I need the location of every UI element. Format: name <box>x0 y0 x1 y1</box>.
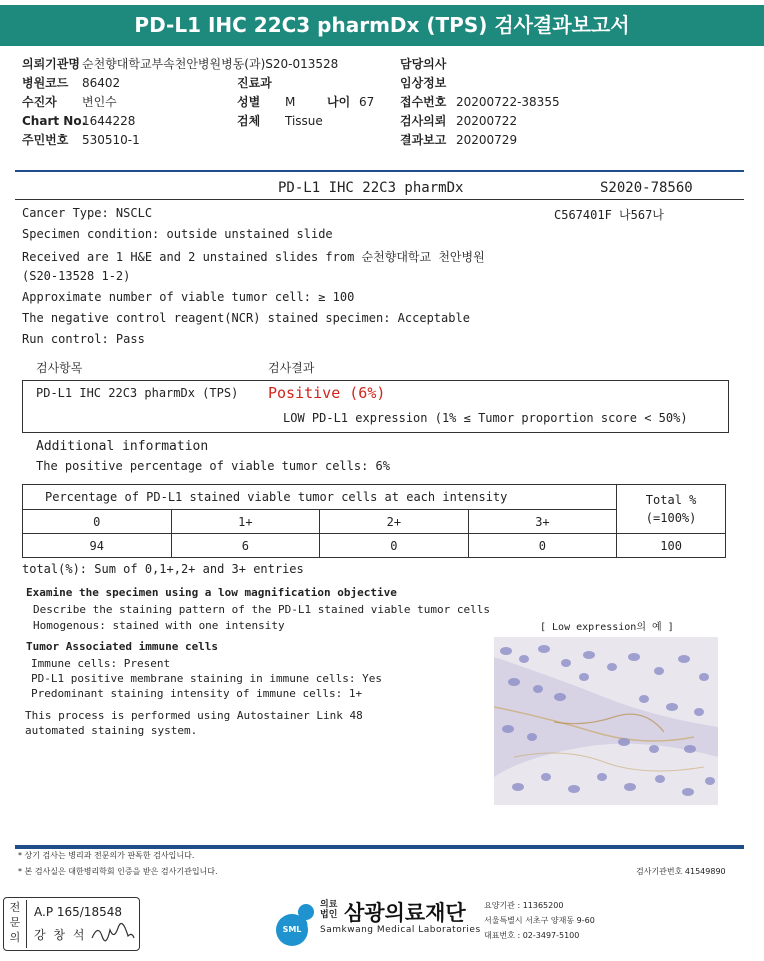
intensity-heading: Percentage of PD-L1 stained viable tumor cells at each intensity <box>23 485 617 510</box>
signature-role: 전문의 <box>9 901 21 944</box>
test-result: Positive (6%) <box>268 384 386 402</box>
immune-line: Predominant staining intensity of immune cells: 1+ <box>31 687 363 700</box>
test-item: PD-L1 IHC 22C3 pharmDx (TPS) <box>36 386 239 400</box>
additional-text: The positive percentage of viable tumor cells: 6% <box>36 459 391 473</box>
footer-note: * 상기 검사는 병리과 전문의가 판독한 검사입니다. <box>18 851 195 860</box>
report-line: Approximate number of viable tumor cell: ≥ 100 <box>22 290 355 304</box>
intensity-level: 0 <box>23 510 172 534</box>
test-name: PD-L1 IHC 22C3 pharmDx <box>278 180 464 196</box>
immune-heading: Tumor Associated immune cells <box>26 640 219 653</box>
report-date-value: 20200729 <box>456 133 518 147</box>
process-line: automated staining system. <box>25 724 198 737</box>
org-name-en: Samkwang Medical Laboratories <box>320 925 481 935</box>
intensity-value: 0 <box>320 534 469 558</box>
receipt-no-value: 20200722-38355 <box>456 95 560 109</box>
top-divider <box>15 170 744 172</box>
report-line: The negative control reagent(NCR) stained specimen: Acceptable <box>22 311 470 325</box>
institution-number: 검사기관번호 41549890 <box>636 867 726 876</box>
col-item-header: 검사항목 <box>36 361 83 375</box>
total-sublabel: (=100%) <box>645 511 697 525</box>
immune-line: Immune cells: Present <box>31 657 171 670</box>
specimen-code: C567401F 나567나 <box>554 208 664 222</box>
specimen-row <box>237 114 323 129</box>
age-label: 나이 <box>327 95 351 109</box>
patient-label: 수진자 <box>22 95 57 109</box>
sex-label: 성별 <box>237 95 261 109</box>
report-number: S2020-78560 <box>600 180 693 196</box>
image-caption: [ Low expression의 예 ] <box>540 622 674 633</box>
result-note: LOW PD-L1 expression (1% ≤ Tumor proportion score < 50%) <box>283 411 688 425</box>
total-label: Total % <box>645 493 697 507</box>
org-prefix-1: 의료 <box>320 900 338 910</box>
report-line: Run control: Pass <box>22 332 145 346</box>
sex-age-row <box>237 95 374 110</box>
org-registration: 요양기관 : 11365200 <box>484 901 564 910</box>
intensity-level: 1+ <box>171 510 320 534</box>
org-name: 삼광의료재단 <box>344 901 466 925</box>
org-phone: 대표번호 : 02-3497-5100 <box>484 931 580 940</box>
specimen-label: 검체 <box>237 114 261 128</box>
resident-no-label: 주민번호 <box>22 133 69 147</box>
intensity-table <box>22 484 726 558</box>
hospital-code-value: 86402 <box>82 76 121 90</box>
intensity-value: 94 <box>23 534 172 558</box>
process-line: This process is performed using Autostainer Link 48 <box>25 709 363 722</box>
signature-number: A.P 165/18548 <box>34 905 122 919</box>
sex-value: M <box>285 95 296 109</box>
org-prefix <box>320 900 337 920</box>
report-header-underline <box>15 199 744 200</box>
request-date-value: 20200722 <box>456 114 518 128</box>
request-date-label: 검사의뢰 <box>400 114 447 128</box>
additional-heading: Additional information <box>36 439 209 454</box>
hospital-value: 순천향대학교부속천안병원병동(과)S20-013528 <box>82 57 339 71</box>
org-logo-text: SML <box>282 925 302 934</box>
chart-no-label: Chart No. <box>22 114 87 128</box>
org-prefix-2: 법인 <box>320 910 338 920</box>
report-line: Cancer Type: NSCLC <box>22 206 153 220</box>
hospital-code-label: 병원코드 <box>22 76 69 90</box>
footer-note: * 본 검사실은 대한병리학회 인증을 받은 검사기관입니다. <box>18 867 218 876</box>
total-header <box>617 485 726 534</box>
resident-no-value: 530510-1 <box>82 133 140 147</box>
doctor-label: 담당의사 <box>400 57 447 71</box>
age-value: 67 <box>359 95 375 109</box>
hospital-label: 의뢰기관명 <box>22 57 80 71</box>
intensity-level: 2+ <box>320 510 469 534</box>
report-line: Received are 1 H&E and 2 unstained slides from 순천향대학교 천안병원 <box>22 250 485 264</box>
intensity-value: 0 <box>468 534 617 558</box>
org-address: 서울특별시 서초구 양재동 9-60 <box>484 916 595 925</box>
header-col-3 <box>400 57 560 152</box>
total-value: 100 <box>617 534 726 558</box>
specimen-value: Tissue <box>285 114 323 128</box>
signature-box <box>3 897 140 951</box>
exam-heading: Examine the specimen using a low magnification objective <box>26 586 397 599</box>
tissue-micrograph <box>494 637 718 805</box>
exam-line: Homogenous: stained with one intensity <box>33 619 285 632</box>
bottom-divider <box>15 845 744 849</box>
sml-logo-icon <box>270 900 318 948</box>
intensity-footnote: total(%): Sum of 0,1+,2+ and 3+ entries <box>22 562 304 576</box>
receipt-no-label: 접수번호 <box>400 95 447 109</box>
immune-line: PD-L1 positive membrane staining in immune cells: Yes <box>31 672 382 685</box>
report-title: PD-L1 IHC 22C3 pharmDx (TPS) 검사결과보고서 <box>0 5 764 46</box>
signature-divider <box>26 900 27 948</box>
chart-no-value: 1644228 <box>82 114 136 128</box>
patient-value: 변인수 <box>82 95 117 109</box>
exam-line: Describe the staining pattern of the PD-L1 stained viable tumor cells <box>33 603 490 616</box>
report-line: (S20-13528 1-2) <box>22 269 131 283</box>
report-date-label: 결과보고 <box>400 133 447 147</box>
ihc-example-image <box>494 637 718 805</box>
report-line: Specimen condition: outside unstained slide <box>22 227 333 241</box>
intensity-value: 6 <box>171 534 320 558</box>
clinical-info-label: 임상정보 <box>400 76 447 90</box>
signature-name: 강 창 석 <box>34 928 87 942</box>
handwritten-signature <box>90 922 136 944</box>
dept-label: 진료과 <box>237 76 272 90</box>
org-logo <box>270 900 318 948</box>
intensity-level: 3+ <box>468 510 617 534</box>
col-result-header: 검사결과 <box>268 361 315 375</box>
